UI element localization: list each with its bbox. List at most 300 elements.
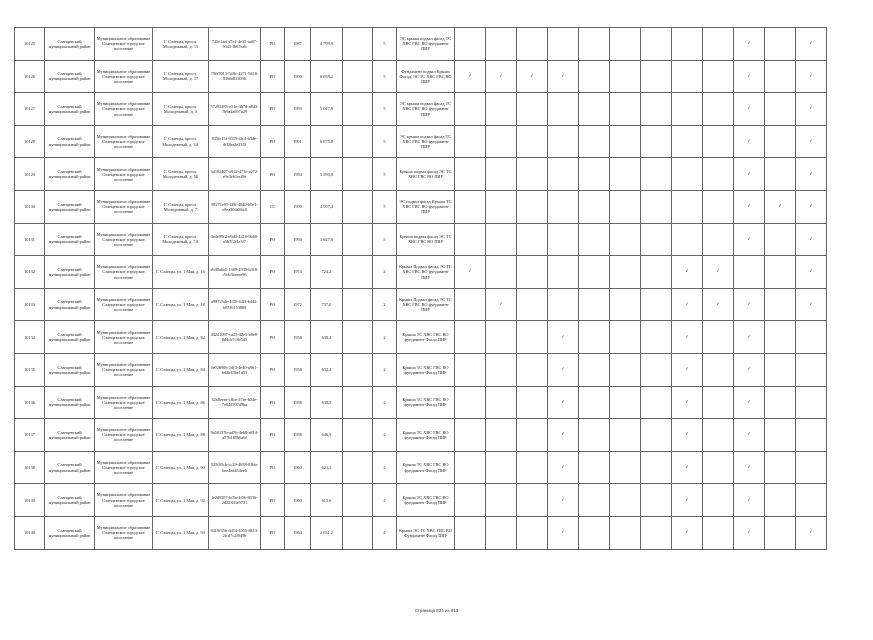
tick-cell [455, 125, 486, 158]
method-cell: РО [261, 451, 285, 484]
row-id-cell: 10133 [15, 288, 45, 321]
works-list-cell: Крыша Подвал фасад ЭС ТС ХВС ГВС ВО фундамент ПИР [397, 256, 455, 289]
tick-cell [703, 60, 734, 93]
tick-cell [579, 256, 610, 289]
tick-cell [641, 386, 672, 419]
area-cell: 4 799,9 [311, 28, 343, 61]
address-cell: Г. Сланцы, просп. Молодежный, д. 15 [153, 28, 209, 61]
district-cell: Сланцевский муниципальный район [45, 60, 95, 93]
check-mark-icon: ✓ [796, 190, 827, 223]
works-list-cell: Крыша ТС ХВС ГВС ВО фундамент Фасад ПИР [397, 386, 455, 419]
tick-cell [703, 484, 734, 517]
tick-cell [765, 451, 796, 484]
tick-cell [672, 158, 703, 191]
district-cell: Сланцевский муниципальный район [45, 28, 95, 61]
house-code-cell: 8419f35b-dd54-4055-8613-2fcd7c2f049b [209, 516, 261, 549]
tick-cell [486, 93, 517, 126]
tick-cell [610, 223, 641, 256]
tick-cell [517, 419, 548, 452]
row-id-cell: 10126 [15, 60, 45, 93]
tick-cell [765, 321, 796, 354]
floors-cell: 5 [373, 93, 397, 126]
row-id-cell: 10135 [15, 353, 45, 386]
tick-cell [517, 484, 548, 517]
house-code-cell: 745e1aef-f7e2-4e35-aa87-9343-fb67ea6 [209, 28, 261, 61]
tick-cell [641, 256, 672, 289]
empty-cell [343, 158, 373, 191]
tick-cell [517, 190, 548, 223]
district-cell: Сланцевский муниципальный район [45, 516, 95, 549]
settlement-cell: Муниципальное образование Сланцевское городское поселение [95, 419, 153, 452]
tick-cell [765, 93, 796, 126]
table-row [15, 484, 827, 517]
tick-cell [610, 256, 641, 289]
district-cell: Сланцевский муниципальный район [45, 223, 95, 256]
address-cell: Г. Сланцы, просп. Молодежный, д. 5Б [153, 158, 209, 191]
tick-cell [517, 158, 548, 191]
tick-cell [486, 125, 517, 158]
district-cell: Сланцевский муниципальный район [45, 419, 95, 452]
address-cell: Г. Сланцы, ул. 1 Мая, д. 84 [153, 353, 209, 386]
tick-cell [579, 28, 610, 61]
tick-cell [672, 125, 703, 158]
check-mark-icon: ✓ [796, 28, 827, 61]
tick-cell [579, 288, 610, 321]
housing-register-table [14, 27, 827, 550]
tick-cell [548, 28, 579, 61]
area-cell: 638,5 [311, 386, 343, 419]
floors-cell: 5 [373, 125, 397, 158]
tick-cell [672, 223, 703, 256]
area-cell: 724,2 [311, 256, 343, 289]
area-cell: 632,4 [311, 353, 343, 386]
check-mark-icon: ✓ [672, 419, 703, 452]
row-id-cell: 10137 [15, 419, 45, 452]
year-built-cell: 1958 [285, 353, 311, 386]
tick-cell [796, 353, 827, 386]
empty-cell [343, 190, 373, 223]
check-mark-icon: ✓ [734, 451, 765, 484]
check-mark-icon: ✓ [672, 484, 703, 517]
check-mark-icon: ✓ [734, 93, 765, 126]
works-list-cell: Крыша подвал фасад ЭС ТС ХВС ГВС ВО ПИР [397, 223, 455, 256]
check-mark-icon: ✓ [734, 28, 765, 61]
empty-cell [343, 484, 373, 517]
year-built-cell: 1990 [285, 190, 311, 223]
house-code-cell: 9a50137b-ad76-4eb0-a814-a77b185b6a6f [209, 419, 261, 452]
house-code-cell: 935fe15f-9319-4fc4-b3de-dff2ba2e23f3 [209, 125, 261, 158]
tick-cell [765, 419, 796, 452]
tick-cell [455, 419, 486, 452]
tick-cell [486, 516, 517, 549]
settlement-cell: Муниципальное образование Сланцевское городское поселение [95, 353, 153, 386]
tick-cell [610, 125, 641, 158]
check-mark-icon: ✓ [672, 516, 703, 549]
table-row [15, 158, 827, 191]
check-mark-icon: ✓ [796, 125, 827, 158]
tick-cell [765, 256, 796, 289]
method-cell: РО [261, 516, 285, 549]
house-code-cell: fe2d9297-bf5a-4f56-8036-2d22383e9731 [209, 484, 261, 517]
year-built-cell: 1991 [285, 125, 311, 158]
table-row [15, 93, 827, 126]
settlement-cell: Муниципальное образование Сланцевское городское поселение [95, 28, 153, 61]
empty-cell [343, 60, 373, 93]
tick-cell [765, 125, 796, 158]
table-row [15, 516, 827, 549]
check-mark-icon: ✓ [486, 288, 517, 321]
tick-cell [796, 386, 827, 419]
tick-cell [703, 223, 734, 256]
tick-cell [641, 60, 672, 93]
house-code-cell: 44241097-ca25-42e5-b9e8-0d4cb7c3b543 [209, 321, 261, 354]
address-cell: Г. Сланцы, просп. Молодежный, д. 3А [153, 125, 209, 158]
check-mark-icon: ✓ [734, 484, 765, 517]
table-row [15, 125, 827, 158]
tick-cell [486, 190, 517, 223]
empty-cell [343, 93, 373, 126]
tick-cell [703, 125, 734, 158]
district-cell: Сланцевский муниципальный район [45, 93, 95, 126]
tick-cell [641, 158, 672, 191]
house-code-cell: 0ede99c2-e9d0-4416-9b68-a5b7f2f4e3f7 [209, 223, 261, 256]
check-mark-icon: ✓ [703, 256, 734, 289]
district-cell: Сланцевский муниципальный район [45, 125, 95, 158]
tick-cell [610, 93, 641, 126]
tick-cell [579, 125, 610, 158]
method-cell: РО [261, 386, 285, 419]
check-mark-icon: ✓ [548, 516, 579, 549]
row-id-cell: 10140 [15, 516, 45, 549]
tick-cell [517, 125, 548, 158]
tick-cell [610, 451, 641, 484]
tick-cell [765, 516, 796, 549]
tick-cell [610, 28, 641, 61]
year-built-cell: 1987 [285, 28, 311, 61]
table-row [15, 256, 827, 289]
check-mark-icon: ✓ [548, 353, 579, 386]
tick-cell [610, 288, 641, 321]
check-mark-icon: ✓ [796, 516, 827, 549]
check-mark-icon: ✓ [455, 256, 486, 289]
house-code-cell: 32b8eeee-c8ce-47ee-b24e-7e84d707d9ba [209, 386, 261, 419]
year-built-cell: 1960 [285, 451, 311, 484]
empty-cell [343, 223, 373, 256]
works-list-cell: Крыша ТС ХВС ГВС ВО фундамент Фасад ПИР [397, 321, 455, 354]
tick-cell [455, 516, 486, 549]
area-cell: 621,1 [311, 451, 343, 484]
floors-cell: 2 [373, 386, 397, 419]
settlement-cell: Муниципальное образование Сланцевское городское поселение [95, 223, 153, 256]
tick-cell [517, 288, 548, 321]
tick-cell [517, 28, 548, 61]
empty-cell [343, 321, 373, 354]
tick-cell [610, 353, 641, 386]
tick-cell [765, 288, 796, 321]
address-cell: Г. Сланцы, ул. 1 Мая, д. 82 [153, 321, 209, 354]
works-list-cell: Крыша подвал фасад ЭС ТС ХВС ГВС ВО ПИР [397, 158, 455, 191]
works-list-cell: ЭС крыша подвал фасад ТС ХВС ГВС ВО фундамент ПИР [397, 28, 455, 61]
check-mark-icon: ✓ [796, 93, 827, 126]
tick-cell [641, 353, 672, 386]
tick-cell [641, 451, 672, 484]
year-built-cell: 1972 [285, 288, 311, 321]
floors-cell: 2 [373, 419, 397, 452]
tick-cell [486, 256, 517, 289]
row-id-cell: 10134 [15, 321, 45, 354]
house-code-cell: 3d102407-a912-471e-a272-e9e3eb1ecf9e [209, 158, 261, 191]
tick-cell [765, 28, 796, 61]
check-mark-icon: ✓ [548, 386, 579, 419]
empty-cell [343, 451, 373, 484]
district-cell: Сланцевский муниципальный район [45, 386, 95, 419]
floors-cell: 2 [373, 288, 397, 321]
address-cell: Г. Сланцы, ул. 1 Мая, д. 92 [153, 484, 209, 517]
tick-cell [517, 516, 548, 549]
tick-cell [455, 288, 486, 321]
empty-cell [343, 288, 373, 321]
floors-cell: 4 [373, 516, 397, 549]
row-id-cell: 10130 [15, 190, 45, 223]
tick-cell [486, 451, 517, 484]
tick-cell [765, 484, 796, 517]
tick-cell [703, 353, 734, 386]
method-cell: РО [261, 484, 285, 517]
tick-cell [796, 451, 827, 484]
district-cell: Сланцевский муниципальный район [45, 484, 95, 517]
year-built-cell: 1960 [285, 484, 311, 517]
check-mark-icon: ✓ [734, 60, 765, 93]
tick-cell [641, 288, 672, 321]
row-id-cell: 10132 [15, 256, 45, 289]
check-mark-icon: ✓ [734, 386, 765, 419]
tick-cell [486, 419, 517, 452]
method-cell: РО [261, 93, 285, 126]
tick-cell [703, 321, 734, 354]
works-list-cell: Фундамент подвал Крыша Фасад, ЭС ТС ХВС ГВС ВО ПИР [397, 60, 455, 93]
floors-cell: 2 [373, 451, 397, 484]
tick-cell [486, 386, 517, 419]
year-built-cell: 1958 [285, 419, 311, 452]
check-mark-icon: ✓ [672, 256, 703, 289]
check-mark-icon: ✓ [734, 223, 765, 256]
tick-cell [579, 60, 610, 93]
district-cell: Сланцевский муниципальный район [45, 321, 95, 354]
works-list-cell: Крыша ТС ХВС ГВС ВО фундамент Фасад ПИР [397, 353, 455, 386]
tick-cell [455, 484, 486, 517]
table-row [15, 223, 827, 256]
house-code-cell: 57292285-e51e-4b7d-a8d3-7b9a2a697a29 [209, 93, 261, 126]
area-cell: 2 031,2 [311, 516, 343, 549]
tick-cell [610, 60, 641, 93]
table-row [15, 60, 827, 93]
area-cell: 6 058,2 [311, 60, 343, 93]
settlement-cell: Муниципальное образование Сланцевское городское поселение [95, 516, 153, 549]
tick-cell [796, 321, 827, 354]
method-cell: РО [261, 256, 285, 289]
settlement-cell: Муниципальное образование Сланцевское городское поселение [95, 451, 153, 484]
tick-cell [765, 223, 796, 256]
house-code-cell: fe026906-1df3-4e40-a961-bd2b45be1d33 [209, 353, 261, 386]
tick-cell [548, 158, 579, 191]
row-id-cell: 10128 [15, 125, 45, 158]
floors-cell: 2 [373, 256, 397, 289]
year-built-cell: 1993 [285, 93, 311, 126]
row-id-cell: 10139 [15, 484, 45, 517]
check-mark-icon: ✓ [672, 386, 703, 419]
area-cell: 615,6 [311, 484, 343, 517]
tick-cell [548, 288, 579, 321]
method-cell: РО [261, 158, 285, 191]
tick-cell [765, 386, 796, 419]
check-mark-icon: ✓ [548, 451, 579, 484]
check-mark-icon: ✓ [796, 256, 827, 289]
area-cell: 646,9 [311, 419, 343, 452]
floors-cell: 5 [373, 28, 397, 61]
tick-cell [486, 223, 517, 256]
tick-cell [703, 158, 734, 191]
year-built-cell: 1958 [285, 321, 311, 354]
year-built-cell: 1994 [285, 158, 311, 191]
floors-cell: 5 [373, 60, 397, 93]
tick-cell [641, 125, 672, 158]
tick-cell [610, 516, 641, 549]
check-mark-icon: ✓ [796, 60, 827, 93]
year-built-cell: 1994 [285, 223, 311, 256]
check-mark-icon: ✓ [734, 190, 765, 223]
tick-cell [703, 190, 734, 223]
check-mark-icon: ✓ [672, 288, 703, 321]
tick-cell [548, 125, 579, 158]
address-cell: Г. Сланцы, просп. Молодежный, д. 7 [153, 190, 209, 223]
settlement-cell: Муниципальное образование Сланцевское городское поселение [95, 60, 153, 93]
tick-cell [610, 158, 641, 191]
method-cell: РО [261, 321, 285, 354]
works-list-cell: Крыша Подвал фасад ЭС ТС ХВС ГВС ВО фундамент ПИР [397, 288, 455, 321]
tick-cell [734, 256, 765, 289]
tick-cell [579, 419, 610, 452]
table-row [15, 28, 827, 61]
check-mark-icon: ✓ [734, 125, 765, 158]
tick-cell [455, 451, 486, 484]
check-mark-icon: ✓ [703, 288, 734, 321]
district-cell: Сланцевский муниципальный район [45, 190, 95, 223]
district-cell: Сланцевский муниципальный район [45, 288, 95, 321]
row-id-cell: 10129 [15, 158, 45, 191]
empty-cell [343, 353, 373, 386]
works-list-cell: ЭС крыша подвал фасад ТС ХВС ГВС ВО фундамент ПИР [397, 125, 455, 158]
tick-cell [455, 28, 486, 61]
floors-cell: 5 [373, 223, 397, 256]
tick-cell [486, 484, 517, 517]
year-built-cell: 1958 [285, 386, 311, 419]
tick-cell [703, 28, 734, 61]
tick-cell [486, 28, 517, 61]
method-cell: РО [261, 28, 285, 61]
area-cell: 638,4 [311, 321, 343, 354]
check-mark-icon: ✓ [672, 451, 703, 484]
check-mark-icon: ✓ [734, 516, 765, 549]
method-cell: РО [261, 288, 285, 321]
tick-cell [641, 223, 672, 256]
house-code-cell: 79fe7013-548c-4271-9418-81b6d1f3036 [209, 60, 261, 93]
tick-cell [579, 190, 610, 223]
row-id-cell: 10127 [15, 93, 45, 126]
settlement-cell: Муниципальное образование Сланцевское городское поселение [95, 386, 153, 419]
area-cell: 6 075,8 [311, 125, 343, 158]
empty-cell [343, 28, 373, 61]
tick-cell [548, 256, 579, 289]
tick-cell [486, 158, 517, 191]
check-mark-icon: ✓ [765, 190, 796, 223]
table-row [15, 353, 827, 386]
tick-cell [517, 321, 548, 354]
check-mark-icon: ✓ [548, 321, 579, 354]
table-row [15, 321, 827, 354]
check-mark-icon: ✓ [486, 60, 517, 93]
tick-cell [641, 190, 672, 223]
area-cell: 5 590,0 [311, 158, 343, 191]
settlement-cell: Муниципальное образование Сланцевское городское поселение [95, 190, 153, 223]
works-list-cell: Крыша ТС ХВС ГВС ВО фундамент Фасад ПИР [397, 419, 455, 452]
area-cell: 737,0 [311, 288, 343, 321]
tick-cell [610, 386, 641, 419]
tick-cell [548, 223, 579, 256]
check-mark-icon: ✓ [796, 288, 827, 321]
tick-cell [517, 353, 548, 386]
tick-cell [579, 321, 610, 354]
table-body [15, 28, 827, 550]
settlement-cell: Муниципальное образование Сланцевское городское поселение [95, 484, 153, 517]
year-built-cell: 1964 [285, 516, 311, 549]
address-cell: Г. Сланцы, ул. 1 Мая, д. 86 [153, 386, 209, 419]
row-id-cell: 10138 [15, 451, 45, 484]
floors-cell: 2 [373, 353, 397, 386]
area-cell: 4 097,4 [311, 190, 343, 223]
tick-cell [703, 419, 734, 452]
district-cell: Сланцевский муниципальный район [45, 158, 95, 191]
method-cell: РО [261, 125, 285, 158]
settlement-cell: Муниципальное образование Сланцевское городское поселение [95, 125, 153, 158]
method-cell: РО [261, 353, 285, 386]
method-cell: РО [261, 419, 285, 452]
tick-cell [610, 321, 641, 354]
floors-cell: 5 [373, 158, 397, 191]
row-id-cell: 10136 [15, 386, 45, 419]
tick-cell [610, 484, 641, 517]
tick-cell [703, 93, 734, 126]
check-mark-icon: ✓ [734, 288, 765, 321]
check-mark-icon: ✓ [548, 419, 579, 452]
check-mark-icon: ✓ [796, 223, 827, 256]
check-mark-icon: ✓ [734, 419, 765, 452]
tick-cell [641, 28, 672, 61]
tick-cell [672, 60, 703, 93]
row-id-cell: 10131 [15, 223, 45, 256]
tick-cell [517, 93, 548, 126]
settlement-cell: Муниципальное образование Сланцевское городское поселение [95, 158, 153, 191]
tick-cell [455, 386, 486, 419]
house-code-cell: a98725de-4f50-44f3-b442-b8736153809 [209, 288, 261, 321]
tick-cell [579, 451, 610, 484]
address-cell: Г. Сланцы, просп. Молодежный, д. 3 [153, 93, 209, 126]
district-cell: Сланцевский муниципальный район [45, 451, 95, 484]
tick-cell [641, 93, 672, 126]
check-mark-icon: ✓ [517, 60, 548, 93]
tick-cell [517, 451, 548, 484]
house-code-cell: 58271e95-4f9f-4840-b9c1-e9ea30da86c8 [209, 190, 261, 223]
check-mark-icon: ✓ [455, 60, 486, 93]
